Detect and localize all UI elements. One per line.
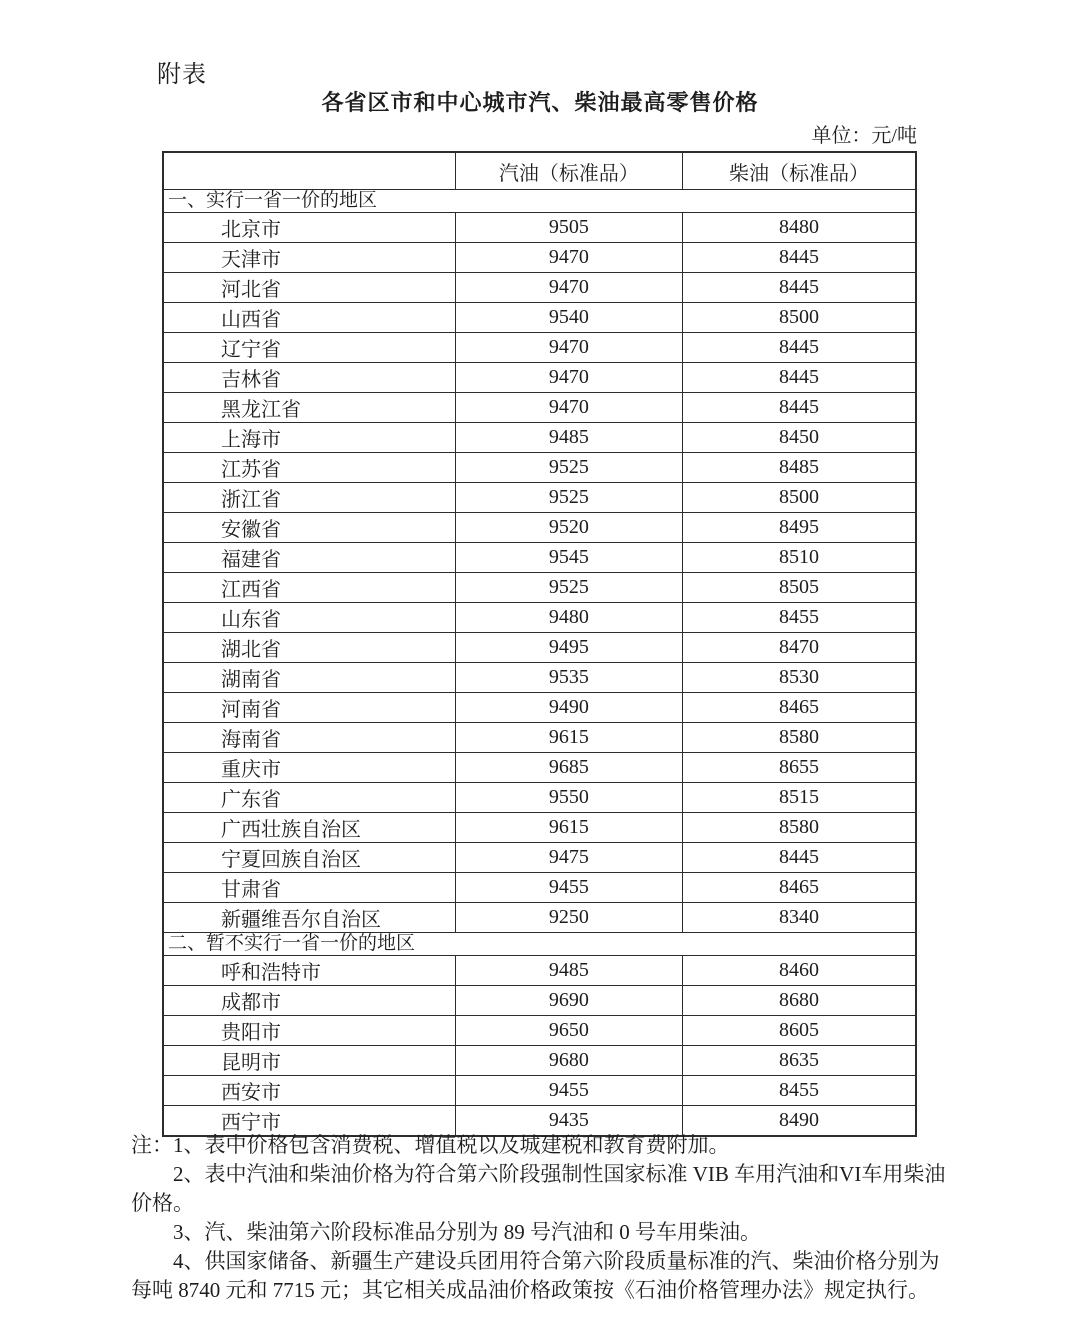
region-cell: 黑龙江省 (163, 393, 455, 423)
price-table (162, 151, 917, 1137)
diesel-price-cell: 8505 (683, 573, 916, 603)
table-row (163, 903, 916, 933)
region-cell: 海南省 (163, 723, 455, 753)
table-row (163, 273, 916, 303)
region-cell: 呼和浩特市 (163, 956, 455, 986)
table-row (163, 1016, 916, 1046)
diesel-price-cell: 8635 (683, 1046, 916, 1076)
table-row (163, 956, 916, 986)
diesel-price-cell: 8500 (683, 303, 916, 333)
table-header (163, 152, 916, 190)
region-cell: 上海市 (163, 423, 455, 453)
table-row (163, 483, 916, 513)
region-cell: 北京市 (163, 213, 455, 243)
region-cell: 成都市 (163, 986, 455, 1016)
diesel-price-cell: 8465 (683, 873, 916, 903)
table-row (163, 363, 916, 393)
diesel-price-cell: 8515 (683, 783, 916, 813)
region-cell: 新疆维吾尔自治区 (163, 903, 455, 933)
table-row (163, 723, 916, 753)
diesel-price-cell: 8500 (683, 483, 916, 513)
diesel-price-cell: 8470 (683, 633, 916, 663)
gasoline-price-cell: 9615 (455, 813, 682, 843)
note-item: 注：1、表中价格包含消费税、增值税以及城建税和教育费附加。 (131, 1133, 730, 1157)
diesel-price-cell: 8495 (683, 513, 916, 543)
gasoline-price-cell: 9435 (455, 1106, 682, 1137)
unit-label: 单位：元/吨 (811, 125, 917, 147)
diesel-price-cell: 8445 (683, 393, 916, 423)
diesel-price-cell: 8340 (683, 903, 916, 933)
region-cell: 福建省 (163, 543, 455, 573)
region-cell: 昆明市 (163, 1046, 455, 1076)
diesel-price-cell: 8455 (683, 1076, 916, 1106)
table-row (163, 783, 916, 813)
region-cell: 西安市 (163, 1076, 455, 1106)
gasoline-price-cell: 9550 (455, 783, 682, 813)
region-cell: 江西省 (163, 573, 455, 603)
gasoline-price-cell: 9540 (455, 303, 682, 333)
diesel-price-cell: 8445 (683, 273, 916, 303)
gasoline-price-cell: 9690 (455, 986, 682, 1016)
section-heading: 二、暂不实行一省一价的地区 (163, 933, 916, 956)
section-heading-row (163, 190, 916, 213)
header-row (163, 152, 916, 190)
diesel-price-cell: 8445 (683, 333, 916, 363)
table-row (163, 693, 916, 723)
gasoline-price-cell: 9525 (455, 483, 682, 513)
header-diesel: 柴油（标准品） (683, 152, 916, 190)
region-cell: 浙江省 (163, 483, 455, 513)
region-cell: 天津市 (163, 243, 455, 273)
gasoline-price-cell: 9545 (455, 543, 682, 573)
region-cell: 广东省 (163, 783, 455, 813)
attachment-label: 附表 (157, 62, 207, 88)
diesel-price-cell: 8465 (683, 693, 916, 723)
gasoline-price-cell: 9470 (455, 363, 682, 393)
table-row (163, 333, 916, 363)
diesel-price-cell: 8455 (683, 603, 916, 633)
gasoline-price-cell: 9495 (455, 633, 682, 663)
table-row (163, 1046, 916, 1076)
region-cell: 辽宁省 (163, 333, 455, 363)
table-row (163, 633, 916, 663)
gasoline-price-cell: 9505 (455, 213, 682, 243)
gasoline-price-cell: 9475 (455, 843, 682, 873)
diesel-price-cell: 8485 (683, 453, 916, 483)
table-row (163, 753, 916, 783)
table-row (163, 423, 916, 453)
document-title: 各省区市和中心城市汽、柴油最高零售价格 (321, 90, 759, 115)
gasoline-price-cell: 9520 (455, 513, 682, 543)
table-row (163, 213, 916, 243)
region-cell: 宁夏回族自治区 (163, 843, 455, 873)
diesel-price-cell: 8450 (683, 423, 916, 453)
gasoline-price-cell: 9680 (455, 1046, 682, 1076)
table-row (163, 813, 916, 843)
table-body (163, 190, 916, 1137)
table-row (163, 543, 916, 573)
gasoline-price-cell: 9535 (455, 663, 682, 693)
note-item: 4、供国家储备、新疆生产建设兵团用符合第六阶段质量标准的汽、柴油价格分别为每吨 8740 元和 7715 元；其它相关成品油价格政策按《石油价格管理办法》规定执行。 (131, 1249, 940, 1302)
region-cell: 江苏省 (163, 453, 455, 483)
header-gasoline: 汽油（标准品） (455, 152, 682, 190)
gasoline-price-cell: 9470 (455, 333, 682, 363)
diesel-price-cell: 8490 (683, 1106, 916, 1137)
diesel-price-cell: 8510 (683, 543, 916, 573)
header-region-blank (163, 152, 455, 190)
gasoline-price-cell: 9490 (455, 693, 682, 723)
gasoline-price-cell: 9485 (455, 956, 682, 986)
diesel-price-cell: 8655 (683, 753, 916, 783)
diesel-price-cell: 8445 (683, 243, 916, 273)
gasoline-price-cell: 9525 (455, 573, 682, 603)
region-cell: 山东省 (163, 603, 455, 633)
gasoline-price-cell: 9470 (455, 273, 682, 303)
section-heading: 一、实行一省一价的地区 (163, 190, 916, 213)
region-cell: 广西壮族自治区 (163, 813, 455, 843)
diesel-price-cell: 8605 (683, 1016, 916, 1046)
note-item: 3、汽、柴油第六阶段标准品分别为 89 号汽油和 0 号车用柴油。 (173, 1220, 761, 1244)
region-cell: 甘肃省 (163, 873, 455, 903)
gasoline-price-cell: 9455 (455, 873, 682, 903)
gasoline-price-cell: 9250 (455, 903, 682, 933)
region-cell: 河南省 (163, 693, 455, 723)
diesel-price-cell: 8680 (683, 986, 916, 1016)
table-row (163, 303, 916, 333)
table-row (163, 986, 916, 1016)
table-row (163, 573, 916, 603)
region-cell: 安徽省 (163, 513, 455, 543)
diesel-price-cell: 8460 (683, 956, 916, 986)
gasoline-price-cell: 9525 (455, 453, 682, 483)
gasoline-price-cell: 9480 (455, 603, 682, 633)
table-row (163, 873, 916, 903)
diesel-price-cell: 8580 (683, 813, 916, 843)
table-row (163, 393, 916, 423)
region-cell: 湖北省 (163, 633, 455, 663)
diesel-price-cell: 8580 (683, 723, 916, 753)
region-cell: 吉林省 (163, 363, 455, 393)
region-cell: 山西省 (163, 303, 455, 333)
notes (131, 1131, 953, 1305)
region-cell: 河北省 (163, 273, 455, 303)
table-row (163, 843, 916, 873)
table-row (163, 453, 916, 483)
gasoline-price-cell: 9615 (455, 723, 682, 753)
gasoline-price-cell: 9685 (455, 753, 682, 783)
diesel-price-cell: 8445 (683, 843, 916, 873)
diesel-price-cell: 8530 (683, 663, 916, 693)
region-cell: 贵阳市 (163, 1016, 455, 1046)
gasoline-price-cell: 9485 (455, 423, 682, 453)
table-row (163, 243, 916, 273)
table-row (163, 603, 916, 633)
table-row (163, 513, 916, 543)
gasoline-price-cell: 9455 (455, 1076, 682, 1106)
gasoline-price-cell: 9470 (455, 393, 682, 423)
gasoline-price-cell: 9650 (455, 1016, 682, 1046)
note-item: 2、表中汽油和柴油价格为符合第六阶段强制性国家标准 VIB 车用汽油和VI车用柴油价格。 (131, 1162, 946, 1215)
gasoline-price-cell: 9470 (455, 243, 682, 273)
section-heading-row (163, 933, 916, 956)
table-row (163, 1076, 916, 1106)
region-cell: 重庆市 (163, 753, 455, 783)
region-cell: 湖南省 (163, 663, 455, 693)
table-row (163, 663, 916, 693)
diesel-price-cell: 8445 (683, 363, 916, 393)
region-cell: 西宁市 (163, 1106, 455, 1137)
diesel-price-cell: 8480 (683, 213, 916, 243)
